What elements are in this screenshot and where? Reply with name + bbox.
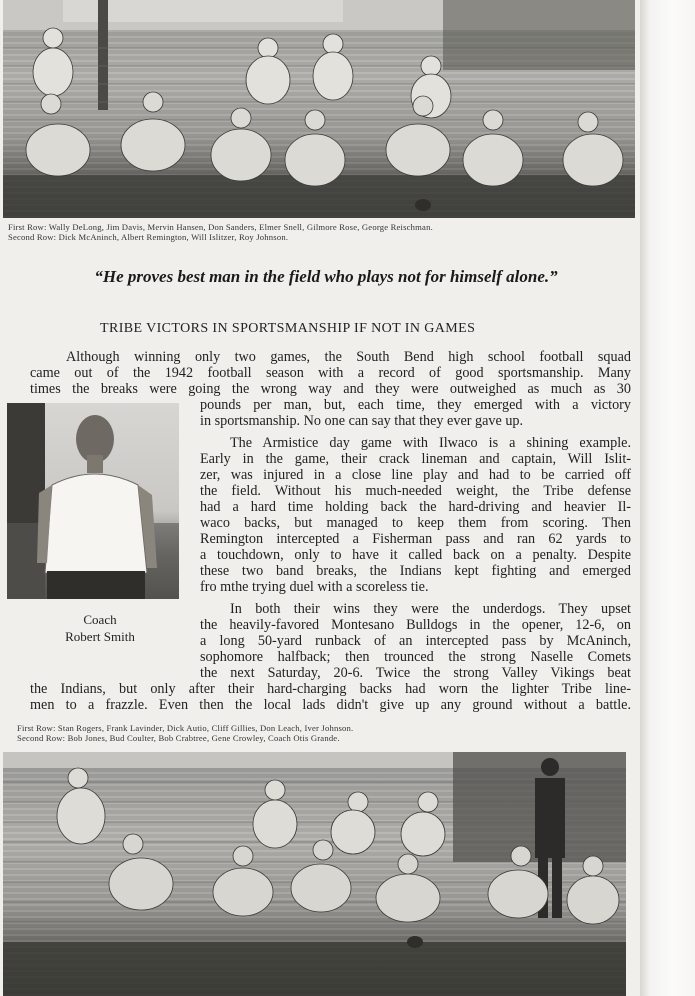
body-line: Remington intercepted a Fisherman pass and ran 62 yards to — [200, 531, 631, 547]
article-headline: TRIBE VICTORS IN SPORTSMANSHIP IF NOT IN GAMES — [100, 321, 476, 336]
body-line: the next Saturday, 20-6. Twice the strong Valley Vikings beat — [200, 665, 631, 681]
body-line: men to a frazzle. Even then the local lads didn't give up any ground without a battle. — [30, 697, 631, 713]
body-line: Early in the game, their crack lineman and captain, Will Islit- — [200, 451, 631, 467]
body-line: fro mthe trying duel with a scoreless tie. — [200, 579, 429, 595]
body-line: came out of the 1942 football season with a record of good sportsmanship. Many — [30, 365, 631, 381]
bottom-caption-first-row: First Row: Stan Rogers, Frank Lavinder, Dick Autio, Cliff Gillies, Don Leach, Iver Johnson. — [17, 723, 354, 733]
bottom-team-photo — [3, 752, 626, 996]
body-line: pounds per man, but, each time, they emerged with a victory — [200, 397, 631, 413]
top-team-photo-art — [3, 0, 635, 218]
coach-photo-art — [7, 403, 179, 599]
body-line: the heavily-favored Montesano Bulldogs in the opener, 12-6, on — [200, 617, 631, 633]
coach-caption — [30, 611, 170, 645]
coach-name: Robert Smith — [65, 629, 135, 644]
top-caption-first-row: First Row: Wally DeLong, Jim Davis, Mervin Hansen, Don Sanders, Elmer Snell, Gilmore Rose, George Reischman. — [8, 222, 433, 232]
body-line: a touchdown, only to have it called back on a penalty. Despite — [200, 547, 631, 563]
body-line: times the breaks were going the wrong way and they were outweighed as much as 30 — [30, 381, 631, 397]
body-line: had a hard time holding back the hard-driving and heavier Il- — [200, 499, 631, 515]
body-line: sophomore halfback; then trounced the strong Naselle Comets — [200, 649, 631, 665]
quote: “He proves best man in the field who plays not for himself alone.” — [94, 267, 558, 286]
body-line: a long 50-yard runback of an intercepted pass by McAninch, — [200, 633, 631, 649]
page-edge — [640, 0, 695, 996]
body-line: in sportsmanship. No one can say that they ever gave up. — [200, 413, 524, 429]
top-caption-second-row: Second Row: Dick McAninch, Albert Remington, Will Islitzer, Roy Johnson. — [8, 231, 289, 242]
body-line: the field. Without his much-needed weight, the Tribe defense — [200, 483, 631, 499]
coach-photo — [7, 403, 179, 599]
bottom-team-photo-art — [3, 752, 626, 996]
body-line: The Armistice day game with Ilwaco is a shining example. — [230, 435, 631, 451]
top-photo-caption — [8, 223, 433, 242]
body-line: the Indians, but only after their hard-charging backs had worn the lighter Tribe line- — [30, 681, 631, 697]
body-line: these two band breaks, the Indians kept fighting and emerged — [200, 563, 631, 579]
top-team-photo — [3, 0, 635, 218]
body-line: In both their wins they were the underdogs. They upset — [230, 601, 631, 617]
body-line: waco backs, but managed to keep them from scoring. Then — [200, 515, 631, 531]
coach-label: Coach — [83, 612, 117, 627]
body-line: zer, was injured in a close line play and had to be carried off — [200, 467, 631, 483]
bottom-photo-caption — [17, 724, 353, 743]
bottom-caption-second-row: Second Row: Bob Jones, Bud Coulter, Bob Crabtree, Gene Crowley, Coach Otis Grande. — [17, 732, 340, 743]
body-line: Although winning only two games, the South Bend high school football squad — [66, 349, 631, 365]
